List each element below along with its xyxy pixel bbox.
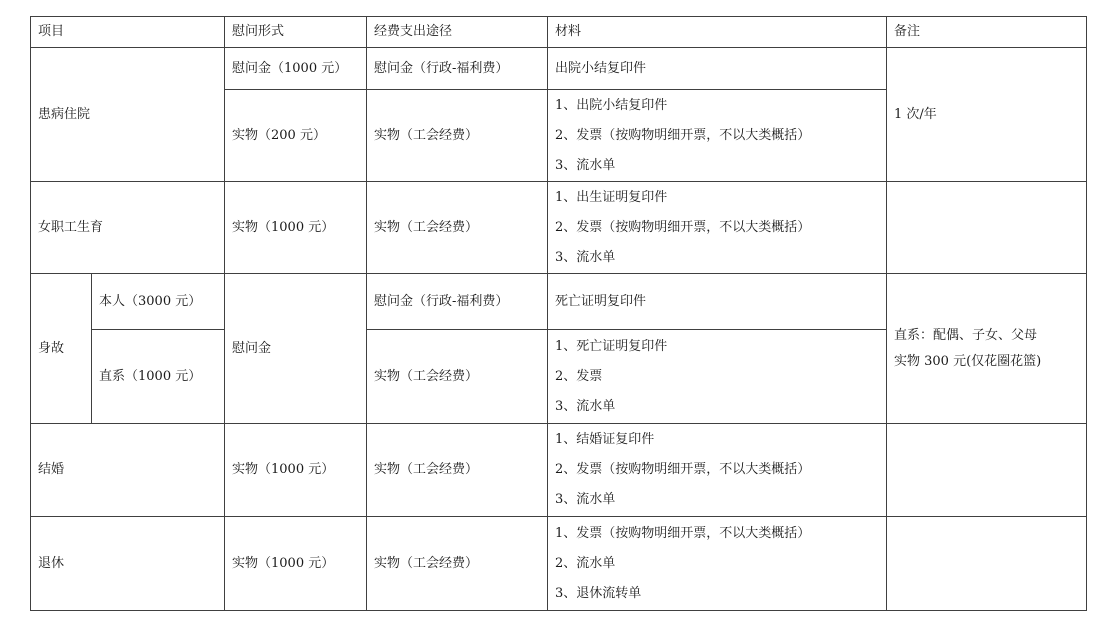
illness-material-cash: 出院小结复印件 (548, 48, 887, 90)
material-line: 3、退休流转单 (555, 585, 642, 601)
retire-form: 实物（1000 元） (225, 517, 367, 611)
table-row (31, 517, 1087, 611)
material-line: 2、流水单 (555, 555, 616, 571)
marriage-expense: 实物（工会经费） (367, 424, 548, 517)
illness-item: 患病住院 (31, 48, 225, 182)
marriage-form: 实物（1000 元） (225, 424, 367, 517)
death-item: 身故 (31, 274, 92, 424)
death-sub-self: 本人（3000 元） (92, 274, 225, 330)
material-line: 1、结婚证复印件 (555, 432, 655, 447)
material-line: 3、流水单 (555, 492, 616, 507)
table-row (31, 48, 1087, 90)
retire-remark (887, 517, 1087, 611)
material-line: 3、流水单 (555, 157, 616, 173)
header-expense: 经费支出途径 (367, 17, 548, 48)
illness-form-cash: 慰问金（1000 元） (225, 48, 367, 90)
header-row (31, 17, 1087, 48)
birth-form: 实物（1000 元） (225, 182, 367, 274)
illness-expense-cash: 慰问金（行政-福利费） (367, 48, 548, 90)
retire-item: 退休 (31, 517, 225, 611)
header-material: 材料 (548, 17, 887, 48)
material-line: 3、流水单 (555, 249, 616, 265)
table-row (31, 424, 1087, 517)
header-remark: 备注 (887, 17, 1087, 48)
table-row (31, 182, 1087, 274)
illness-materials-goods (548, 90, 887, 182)
birth-remark (887, 182, 1087, 274)
marriage-materials (548, 424, 887, 517)
death-expense-self: 慰问金（行政-福利费） (367, 274, 548, 330)
table-row (31, 274, 1087, 330)
illness-expense-goods: 实物（工会经费） (367, 90, 548, 182)
death-material-self: 死亡证明复印件 (548, 274, 887, 330)
header-item: 项目 (31, 17, 225, 48)
death-form: 慰问金 (225, 274, 367, 424)
birth-materials (548, 182, 887, 274)
retire-expense: 实物（工会经费） (367, 517, 548, 611)
death-expense-family: 实物（工会经费） (367, 330, 548, 424)
header-form: 慰问形式 (225, 17, 367, 48)
material-line: 1、发票（按购物明细开票，不以大类概括） (555, 525, 811, 541)
death-sub-family: 直系（1000 元） (92, 330, 225, 424)
illness-form-goods: 实物（200 元） (225, 90, 367, 182)
material-line: 1、出院小结复印件 (555, 97, 668, 113)
remark-line: 直系：配偶、子女、父母 (894, 327, 1038, 343)
material-line: 3、流水单 (555, 398, 616, 414)
material-line: 2、发票（按购物明细开票，不以大类概括） (555, 462, 811, 477)
material-line: 2、发票 (555, 368, 603, 384)
material-line: 2、发票（按购物明细开票，不以大类概括） (555, 127, 811, 143)
material-line: 1、出生证明复印件 (555, 189, 668, 205)
illness-remark: 1 次/年 (887, 48, 1087, 182)
welfare-table (30, 16, 1087, 611)
death-materials-family (548, 330, 887, 424)
death-remark (887, 274, 1087, 424)
birth-item: 女职工生育 (31, 182, 225, 274)
marriage-remark (887, 424, 1087, 517)
retire-materials (548, 517, 887, 611)
material-line: 1、死亡证明复印件 (555, 338, 668, 354)
material-line: 2、发票（按购物明细开票，不以大类概括） (555, 219, 811, 235)
birth-expense: 实物（工会经费） (367, 182, 548, 274)
marriage-item: 结婚 (31, 424, 225, 517)
remark-line: 实物 300 元(仅花圈花篮) (894, 353, 1042, 369)
